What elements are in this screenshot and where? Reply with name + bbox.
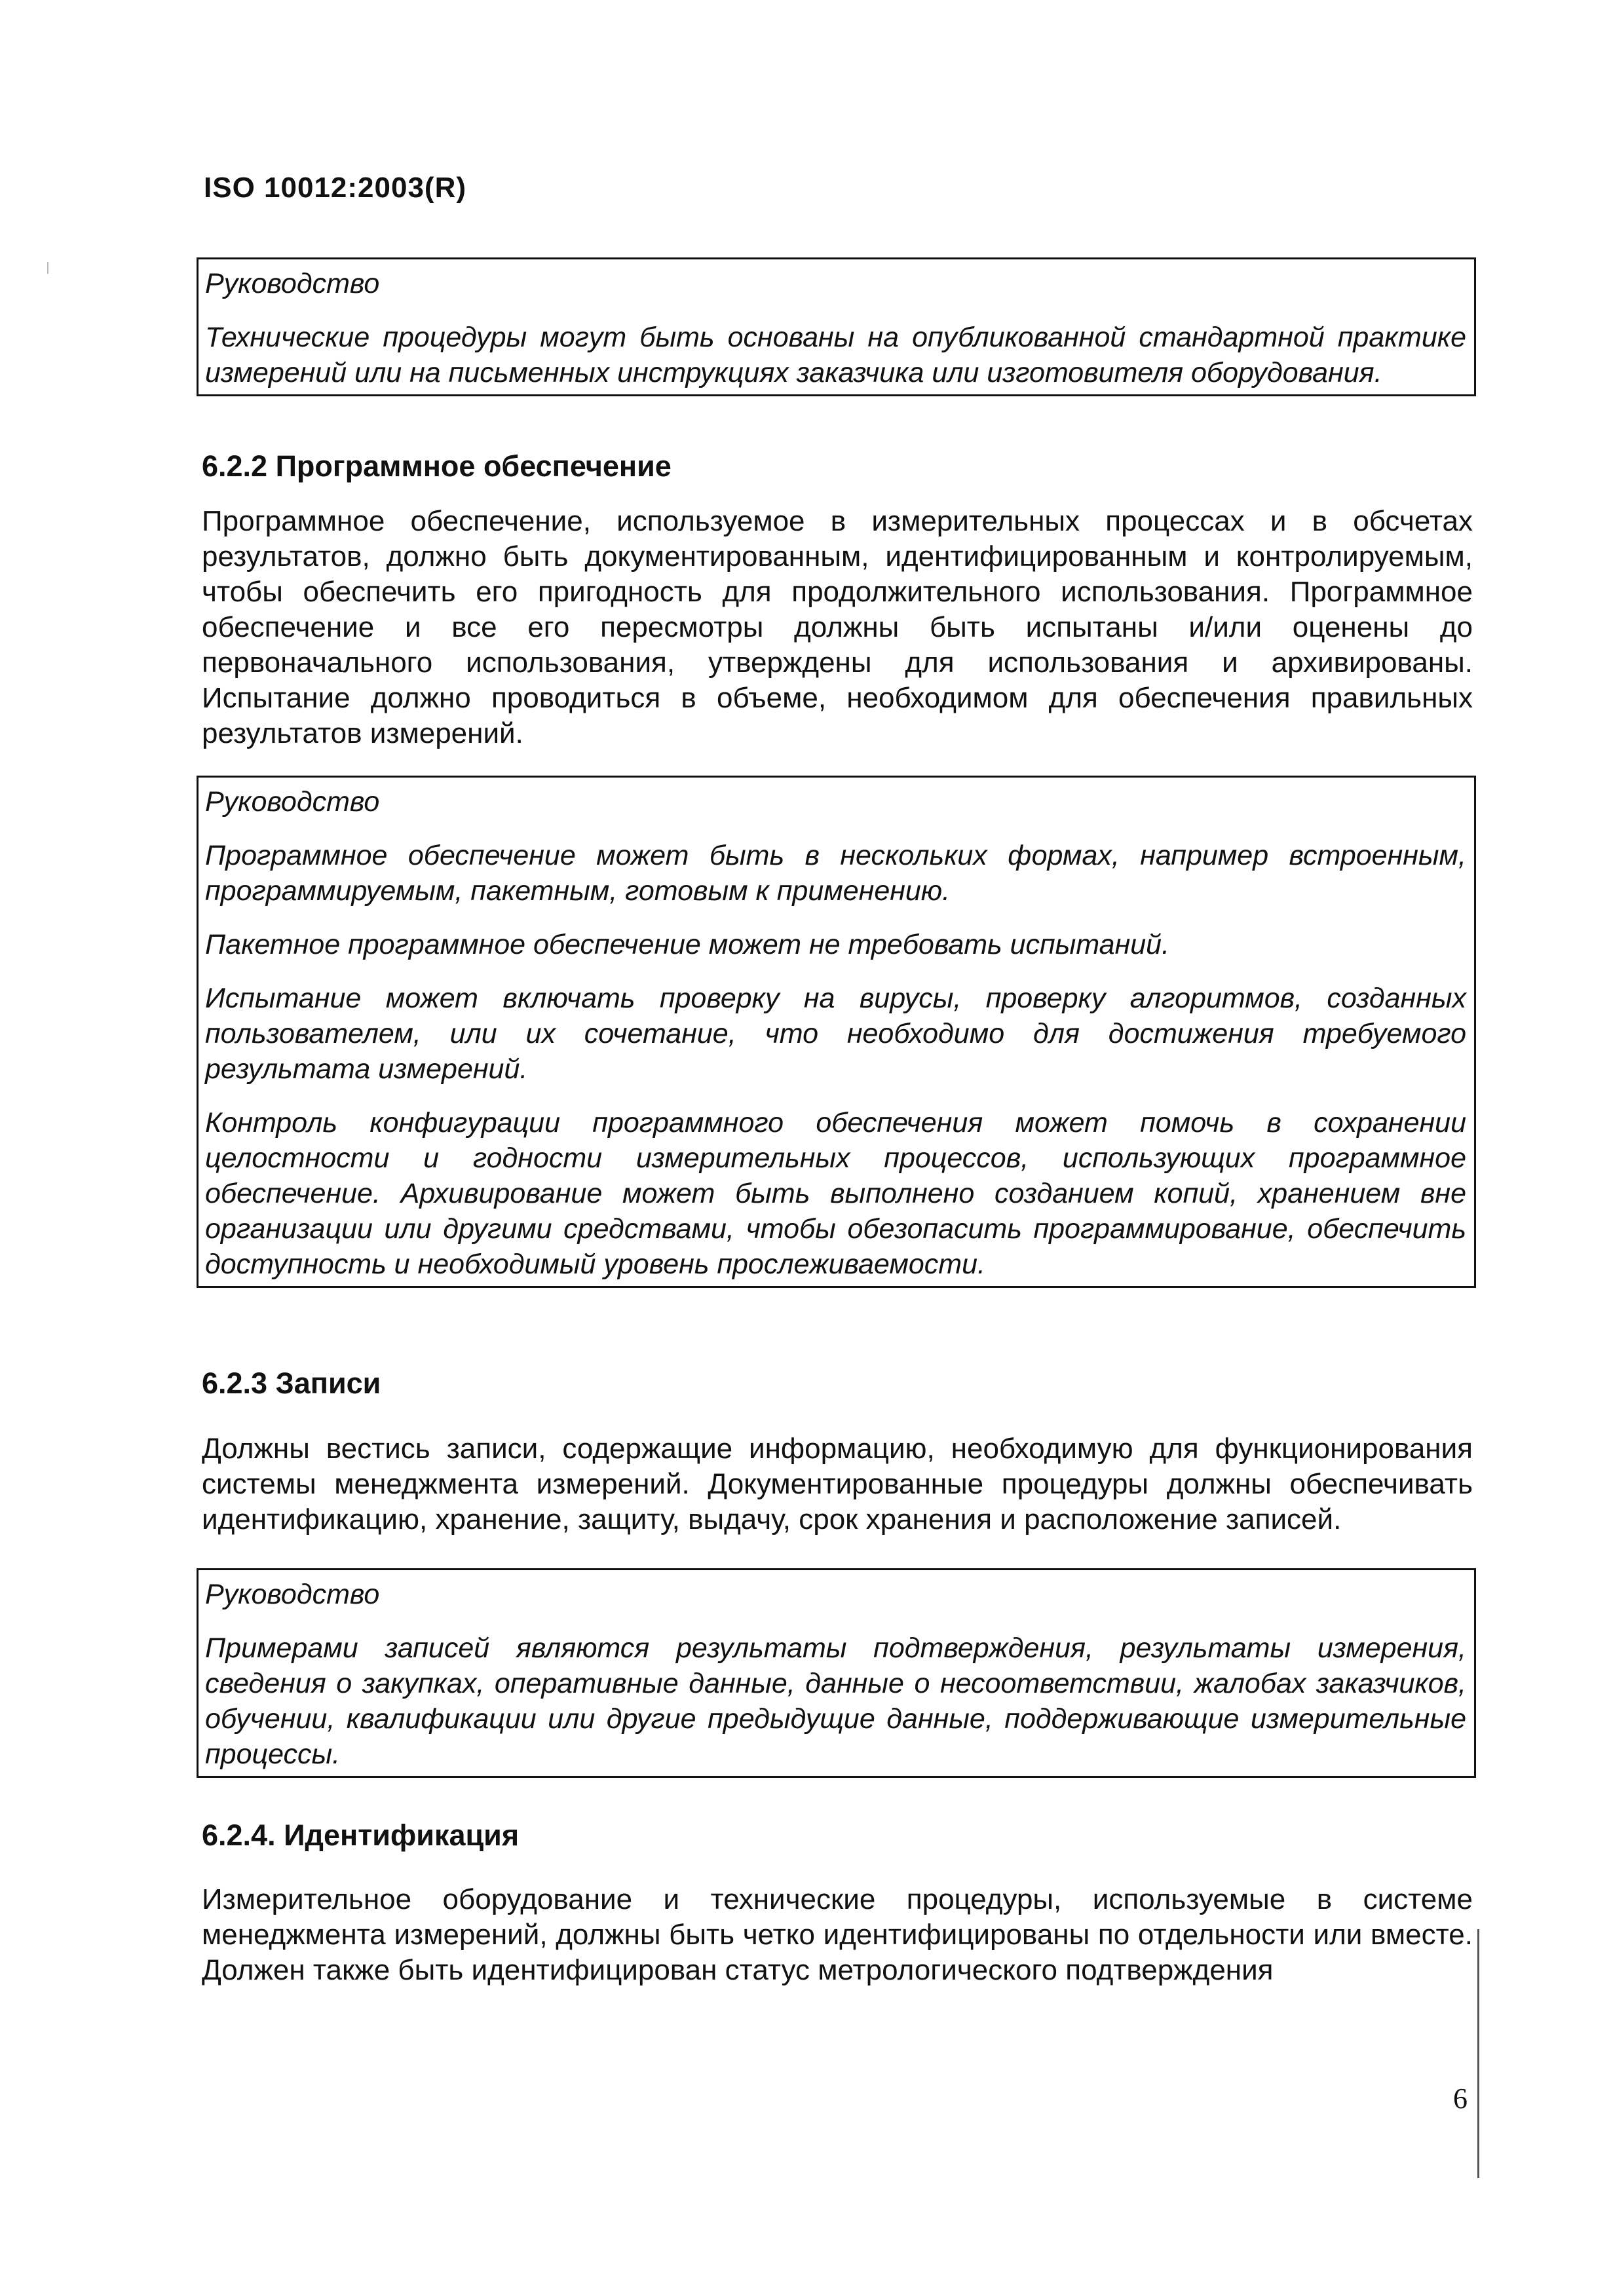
guidance-paragraph: Испытание может включать проверку на вирусы, проверку алгоритмов, созданных пользователем, или их сочетание, что необходимо для достижения требуемого результата измерений. xyxy=(205,983,1466,1085)
section-body-6-2-3: Должны вестись записи, содержащие информацию, необходимую для функционирования системы менеджмента измерений. Документированные процедуры должны обеспечивать идентификацию, хранение, защиту, выдачу, срок хранения и расположение записей. xyxy=(202,1433,1473,1535)
scan-mark xyxy=(47,262,48,274)
guidance-box-records xyxy=(197,1568,1476,1778)
guidance-paragraph: Примерами записей являются результаты подтверждения, результаты измерения, сведения о закупках, оперативные данные, данные о несоответствии, жалобах заказчиков, обучении, квалификации или другие предыдущие данные, поддерживающие измерительные процессы. xyxy=(205,1632,1466,1770)
margin-change-bar xyxy=(1477,1929,1479,2178)
document-id-header: ISO 10012:2003(R) xyxy=(204,172,466,204)
guidance-label: Руководство xyxy=(205,786,380,818)
guidance-box-software xyxy=(197,776,1476,1288)
guidance-paragraph: Программное обеспечение может быть в нескольких формах, например встроенным, программируемым, пакетным, готовым к применению. xyxy=(205,840,1466,907)
page-number: 6 xyxy=(1453,2082,1468,2115)
guidance-box-technical-procedures xyxy=(197,257,1476,396)
section-heading-6-2-2: 6.2.2 Программное обеспечение xyxy=(202,449,672,483)
section-heading-6-2-3: 6.2.3 Записи xyxy=(202,1366,381,1400)
section-body-6-2-2: Программное обеспечение, используемое в измерительных процессах и в обсчетах результатов, должно быть документированным, идентифицированным и контролируемым, чтобы обеспечить его пригодность для продолжительного использования. Программное обеспечение и все его пересмотры должны быть испытаны и/или оценены до первоначального использования, утверждены для использования и архивированы. Испытание должно проводиться в объеме, необходимом для обеспечения правильных результатов измерений. xyxy=(202,505,1473,749)
section-body-6-2-4: Измерительное оборудование и технические процедуры, используемые в системе менеджмента измерений, должны быть четко идентифицированы по отдельности или вместе. Должен также быть идентифицирован статус метрологического подтверждения xyxy=(202,1883,1473,1986)
guidance-paragraph: Технические процедуры могут быть основаны на опубликованной стандартной практике измерений или на письменных инструкциях заказчика или изготовителя оборудования. xyxy=(205,322,1466,388)
guidance-label: Руководство xyxy=(205,1579,380,1610)
section-heading-6-2-4: 6.2.4. Идентификация xyxy=(202,1818,520,1852)
guidance-label: Руководство xyxy=(205,268,380,299)
guidance-paragraph: Пакетное программное обеспечение может не требовать испытаний. xyxy=(205,929,1170,960)
guidance-paragraph: Контроль конфигурации программного обеспечения может помочь в сохранении целостности и годности измерительных процессов, использующих программное обеспечение. Архивирование может быть выполнено созданием копий, хранением вне организации или другими средствами, чтобы обезопасить программирование, обеспечить доступность и необходимый уровень прослеживаемости. xyxy=(205,1107,1466,1280)
